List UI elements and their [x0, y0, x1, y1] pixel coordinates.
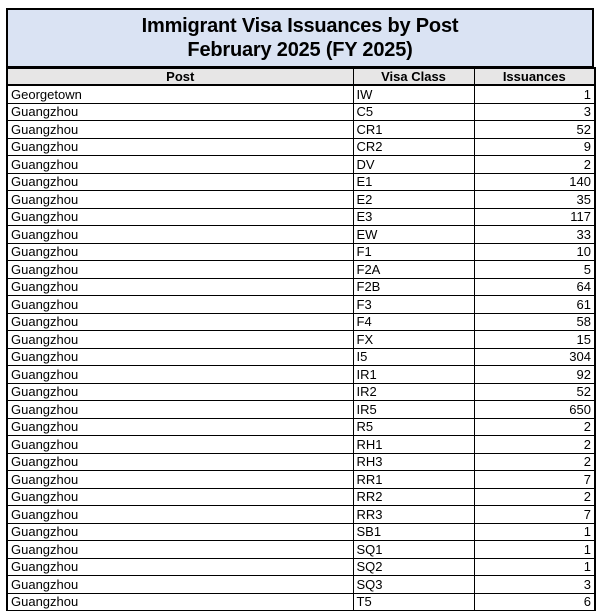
cell-visa-class: F4: [353, 313, 474, 331]
cell-visa-class: RH3: [353, 453, 474, 471]
table-row: [7, 296, 595, 314]
cell-visa-class: EW: [353, 226, 474, 244]
cell-post: Guangzhou: [7, 156, 353, 174]
cell-issuances: 2: [474, 436, 595, 454]
table-row: [7, 121, 595, 139]
table-row: [7, 103, 595, 121]
table-row: [7, 453, 595, 471]
cell-post: Guangzhou: [7, 506, 353, 524]
cell-post: Guangzhou: [7, 296, 353, 314]
cell-issuances: 6: [474, 593, 595, 611]
table-row: [7, 226, 595, 244]
cell-visa-class: IR5: [353, 401, 474, 419]
table-row: [7, 138, 595, 156]
cell-post: Guangzhou: [7, 226, 353, 244]
cell-post: Guangzhou: [7, 593, 353, 611]
table-row: [7, 436, 595, 454]
cell-issuances: 92: [474, 366, 595, 384]
table-row: [7, 278, 595, 296]
cell-visa-class: CR2: [353, 138, 474, 156]
cell-post: Guangzhou: [7, 261, 353, 279]
cell-visa-class: E3: [353, 208, 474, 226]
table-row: [7, 331, 595, 349]
cell-visa-class: R5: [353, 418, 474, 436]
cell-issuances: 7: [474, 471, 595, 489]
cell-post: Guangzhou: [7, 558, 353, 576]
cell-issuances: 15: [474, 331, 595, 349]
cell-issuances: 9: [474, 138, 595, 156]
column-header-post: Post: [7, 68, 353, 85]
table-row: [7, 173, 595, 191]
table-row: [7, 85, 595, 103]
cell-visa-class: SQ1: [353, 541, 474, 559]
cell-post: Guangzhou: [7, 103, 353, 121]
cell-post: Guangzhou: [7, 243, 353, 261]
cell-post: Guangzhou: [7, 471, 353, 489]
cell-visa-class: RR2: [353, 488, 474, 506]
cell-issuances: 5: [474, 261, 595, 279]
cell-visa-class: IR1: [353, 366, 474, 384]
table-row: [7, 348, 595, 366]
table-row: [7, 488, 595, 506]
cell-post: Guangzhou: [7, 576, 353, 594]
cell-issuances: 35: [474, 191, 595, 209]
cell-visa-class: RR3: [353, 506, 474, 524]
table-row: [7, 366, 595, 384]
issuances-table: [6, 67, 596, 611]
cell-visa-class: E1: [353, 173, 474, 191]
cell-issuances: 1: [474, 558, 595, 576]
cell-post: Guangzhou: [7, 453, 353, 471]
column-header-issuances: Issuances: [474, 68, 595, 85]
report-title-block: [6, 8, 594, 67]
cell-issuances: 52: [474, 383, 595, 401]
table-row: [7, 541, 595, 559]
table-row: [7, 191, 595, 209]
cell-issuances: 2: [474, 488, 595, 506]
report-title: Immigrant Visa Issuances by Post: [141, 15, 459, 37]
cell-post: Guangzhou: [7, 138, 353, 156]
table-row: [7, 401, 595, 419]
table-row: [7, 471, 595, 489]
cell-issuances: 1: [474, 523, 595, 541]
cell-issuances: 64: [474, 278, 595, 296]
cell-post: Georgetown: [7, 85, 353, 103]
cell-visa-class: I5: [353, 348, 474, 366]
cell-visa-class: DV: [353, 156, 474, 174]
table-row: [7, 558, 595, 576]
cell-visa-class: F1: [353, 243, 474, 261]
cell-post: Guangzhou: [7, 366, 353, 384]
cell-issuances: 2: [474, 453, 595, 471]
cell-issuances: 2: [474, 156, 595, 174]
cell-post: Guangzhou: [7, 331, 353, 349]
cell-post: Guangzhou: [7, 541, 353, 559]
report-subtitle: February 2025 (FY 2025): [187, 39, 413, 61]
table-row: [7, 313, 595, 331]
cell-visa-class: F2A: [353, 261, 474, 279]
cell-issuances: 2: [474, 418, 595, 436]
table-row: [7, 383, 595, 401]
table-header-row: [7, 68, 595, 85]
cell-issuances: 117: [474, 208, 595, 226]
table-row: [7, 208, 595, 226]
cell-visa-class: FX: [353, 331, 474, 349]
table-row: [7, 593, 595, 611]
table-row: [7, 243, 595, 261]
table-row: [7, 576, 595, 594]
cell-visa-class: F2B: [353, 278, 474, 296]
cell-issuances: 3: [474, 103, 595, 121]
cell-post: Guangzhou: [7, 173, 353, 191]
table-row: [7, 261, 595, 279]
cell-post: Guangzhou: [7, 383, 353, 401]
cell-visa-class: SB1: [353, 523, 474, 541]
cell-issuances: 61: [474, 296, 595, 314]
table-body: [7, 85, 595, 611]
cell-visa-class: E2: [353, 191, 474, 209]
cell-post: Guangzhou: [7, 488, 353, 506]
cell-issuances: 3: [474, 576, 595, 594]
cell-visa-class: SQ2: [353, 558, 474, 576]
cell-issuances: 7: [474, 506, 595, 524]
cell-post: Guangzhou: [7, 121, 353, 139]
cell-post: Guangzhou: [7, 523, 353, 541]
cell-post: Guangzhou: [7, 313, 353, 331]
table-row: [7, 156, 595, 174]
cell-post: Guangzhou: [7, 436, 353, 454]
cell-visa-class: C5: [353, 103, 474, 121]
table-row: [7, 506, 595, 524]
report-sheet: [6, 8, 594, 611]
table-row: [7, 523, 595, 541]
cell-issuances: 1: [474, 541, 595, 559]
table-row: [7, 418, 595, 436]
cell-issuances: 10: [474, 243, 595, 261]
cell-visa-class: RR1: [353, 471, 474, 489]
cell-issuances: 52: [474, 121, 595, 139]
cell-post: Guangzhou: [7, 208, 353, 226]
cell-issuances: 304: [474, 348, 595, 366]
cell-post: Guangzhou: [7, 278, 353, 296]
cell-visa-class: IR2: [353, 383, 474, 401]
cell-visa-class: RH1: [353, 436, 474, 454]
cell-post: Guangzhou: [7, 418, 353, 436]
cell-post: Guangzhou: [7, 401, 353, 419]
cell-issuances: 33: [474, 226, 595, 244]
column-header-visa-class: Visa Class: [353, 68, 474, 85]
cell-visa-class: CR1: [353, 121, 474, 139]
cell-post: Guangzhou: [7, 191, 353, 209]
cell-issuances: 140: [474, 173, 595, 191]
cell-issuances: 650: [474, 401, 595, 419]
cell-visa-class: F3: [353, 296, 474, 314]
cell-visa-class: IW: [353, 85, 474, 103]
cell-post: Guangzhou: [7, 348, 353, 366]
cell-issuances: 1: [474, 85, 595, 103]
cell-visa-class: SQ3: [353, 576, 474, 594]
cell-issuances: 58: [474, 313, 595, 331]
cell-visa-class: T5: [353, 593, 474, 611]
